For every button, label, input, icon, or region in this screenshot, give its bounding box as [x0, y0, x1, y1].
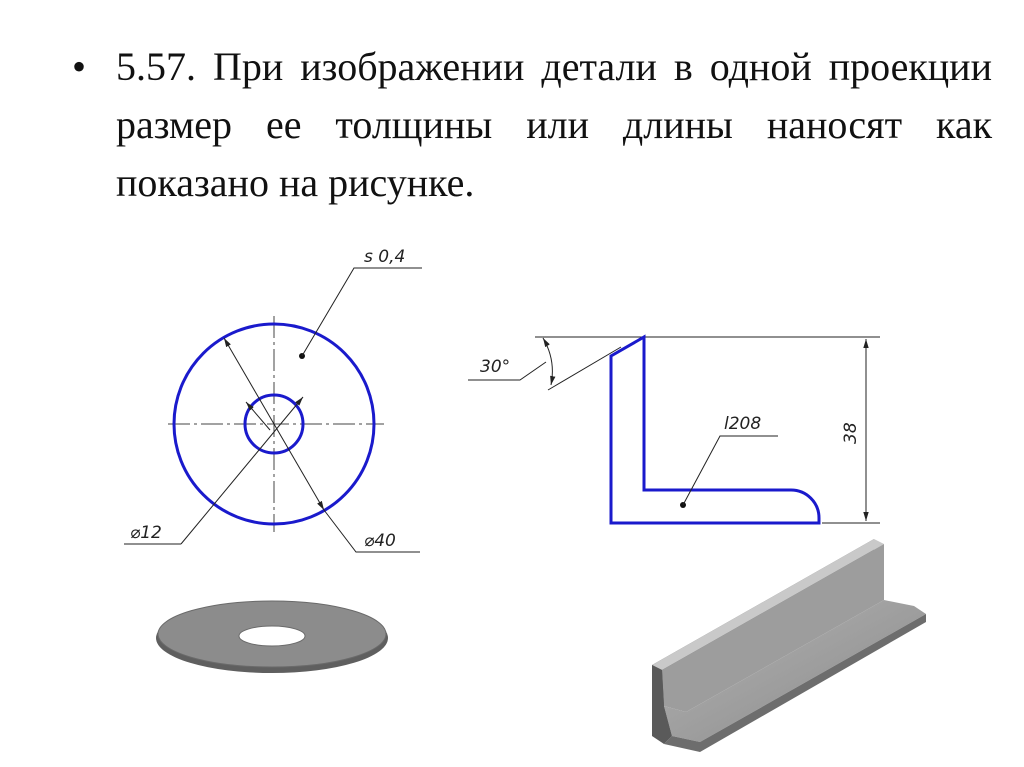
inner-diameter-arrow — [246, 402, 270, 430]
angle-label: 30° — [480, 357, 511, 377]
angle-profile-outline — [611, 337, 819, 523]
angle-drawing — [468, 337, 880, 523]
washer-drawing — [124, 247, 422, 552]
slide-paragraph: 5.57. При изображении детали в одной проекции размер ее толщины или длины наносят как показано на рисунке. — [116, 44, 992, 205]
outer-diameter-label: ⌀40 — [364, 531, 396, 551]
angle-dimension-arc — [543, 338, 552, 385]
angle-3d-view — [652, 539, 926, 752]
thickness-leader — [302, 268, 422, 356]
washer-3d-view — [156, 601, 388, 673]
bullet-icon: • — [72, 44, 87, 89]
inner-diameter-label: ⌀12 — [130, 523, 162, 543]
height-label: 38 — [841, 422, 861, 444]
thickness-label: s 0,4 — [364, 247, 406, 267]
length-label: l208 — [724, 414, 762, 434]
washer-3d-hole — [239, 626, 305, 646]
length-leader — [683, 436, 778, 505]
